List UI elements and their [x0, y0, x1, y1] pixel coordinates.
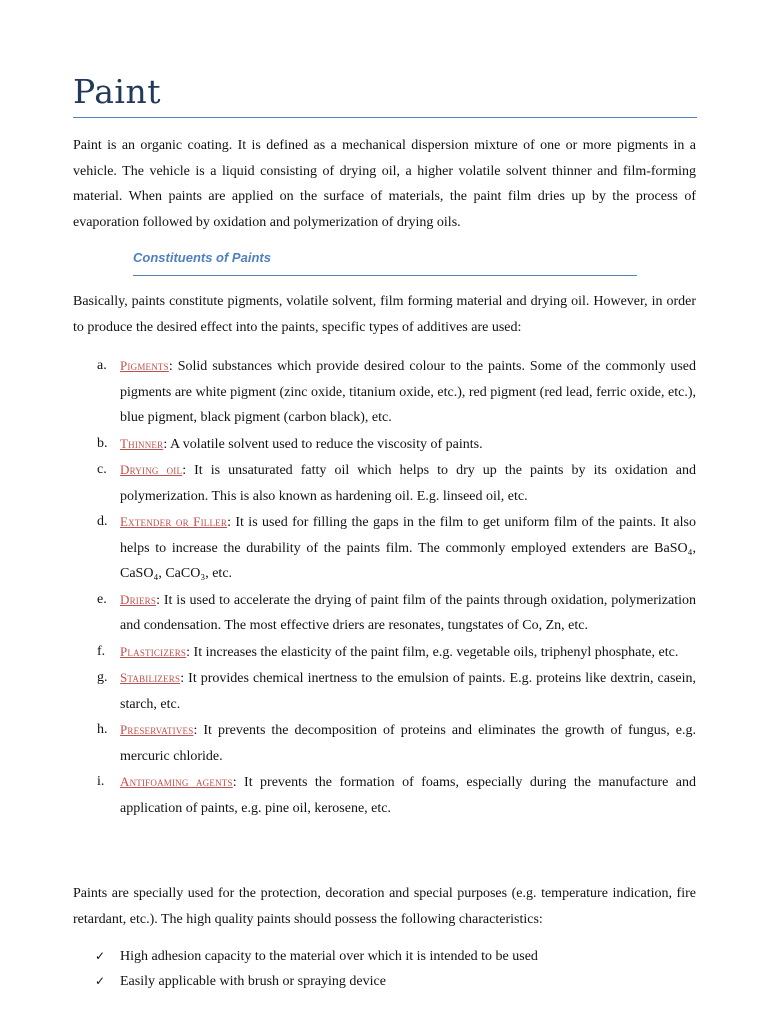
item-description: : It is used for filling the gaps in the film to get uniform film of the paints. It also helps to increase the durability of the paints film. The commonly employed extenders are BaSO₄, CaSO₄, CaCO₃, etc.: [120, 515, 696, 581]
term-stabilizers: Stabilizers: [120, 670, 181, 685]
checkmark-icon: ✓: [95, 949, 106, 963]
item-description: : It prevents the formation of foams, especially during the manufacture and application of paints, e.g. pine oil, kerosene, etc.: [120, 775, 696, 816]
list-item: [73, 639, 696, 666]
characteristic-text: Easily applicable with brush or spraying device: [120, 974, 386, 989]
list-marker: h.: [97, 722, 108, 737]
term-pigments: Pigments: [120, 358, 169, 373]
list-item: [73, 944, 696, 969]
term-drying-oil: Drying oil: [120, 462, 183, 477]
list-marker: f.: [97, 643, 106, 659]
list-item: [73, 457, 696, 509]
item-description: : It is used to accelerate the drying of paint film of the paints through oxidation, polymerization and condensation. The most effective driers are resonates, tungstates of Co, Zn, etc.: [120, 592, 696, 633]
term-thinner: Thinner: [120, 435, 164, 451]
constituents-intro-paragraph: Basically, paints constitute pigments, volatile solvent, film forming material and drying oil. However, in order to produce the desired effect into the paints, specific types of additives are used:: [73, 294, 696, 335]
section-heading: Constituents of Paints: [133, 250, 271, 265]
list-item: [73, 717, 696, 769]
characteristics-intro-paragraph: Paints are specially used for the protection, decoration and special purposes (e.g. temperature indication, fire retardant, etc.). The high quality paints should possess the following characteristics:: [73, 886, 696, 927]
intro-paragraph: Paint is an organic coating. It is defined as a mechanical dispersion mixture of one or more pigments in a vehicle. The vehicle is a liquid consisting of drying oil, a higher volatile solvent thinner and film-forming material. When paints are applied on the surface of materials, the paint film dries up by the process of evaporation followed by oxidation and polymerization of drying oils.: [73, 138, 696, 230]
list-item: [73, 969, 696, 994]
list-item: [73, 431, 696, 458]
list-marker: i.: [97, 774, 105, 789]
list-item: [73, 509, 696, 587]
checkmark-icon: ✓: [95, 974, 106, 988]
constituents-list: [73, 353, 696, 821]
term-preservatives: Preservatives: [120, 722, 194, 737]
list-marker: d.: [97, 514, 108, 529]
list-marker: e.: [97, 591, 107, 607]
item-description: : Solid substances which provide desired colour to the paints. Some of the commonly used pigments are white pigment (zinc oxide, titanium oxide, etc.), red pigment (red lead, ferric oxide, etc.), blue pigment, black pigment (carbon black), etc.: [120, 359, 696, 425]
list-marker: c.: [97, 462, 107, 477]
list-marker: a.: [97, 358, 107, 373]
list-item: [73, 587, 696, 639]
list-item: [73, 769, 696, 821]
term-antifoaming-agents: Antifoaming agents: [120, 774, 233, 789]
item-description: : It prevents the decomposition of proteins and eliminates the growth of fungus, e.g. mercuric chloride.: [120, 723, 696, 764]
list-item: [73, 665, 696, 717]
term-extender-or-filler: Extender or Filler: [120, 514, 228, 529]
item-description: : It increases the elasticity of the paint film, e.g. vegetable oils, triphenyl phosphate, etc.: [186, 644, 679, 660]
title-underline: [73, 117, 697, 118]
item-description: : It is unsaturated fatty oil which helps to dry up the paints by its oxidation and polymerization. This is also known as hardening oil. E.g. linseed oil, etc.: [120, 463, 697, 504]
list-item: [73, 353, 696, 431]
list-marker: b.: [97, 435, 108, 451]
characteristic-text: High adhesion capacity to the material over which it is intended to be used: [120, 949, 538, 964]
section-heading-underline: [133, 275, 637, 276]
item-description: : It provides chemical inertness to the emulsion of paints. E.g. proteins like dextrin, casein, starch, etc.: [120, 671, 696, 712]
term-plasticizers: Plasticizers: [120, 643, 187, 659]
term-driers: Driers: [120, 591, 157, 607]
item-description: : A volatile solvent used to reduce the viscosity of paints.: [163, 436, 483, 452]
list-marker: g.: [97, 670, 108, 685]
characteristics-list: [73, 944, 696, 994]
page-title: Paint: [73, 72, 161, 111]
